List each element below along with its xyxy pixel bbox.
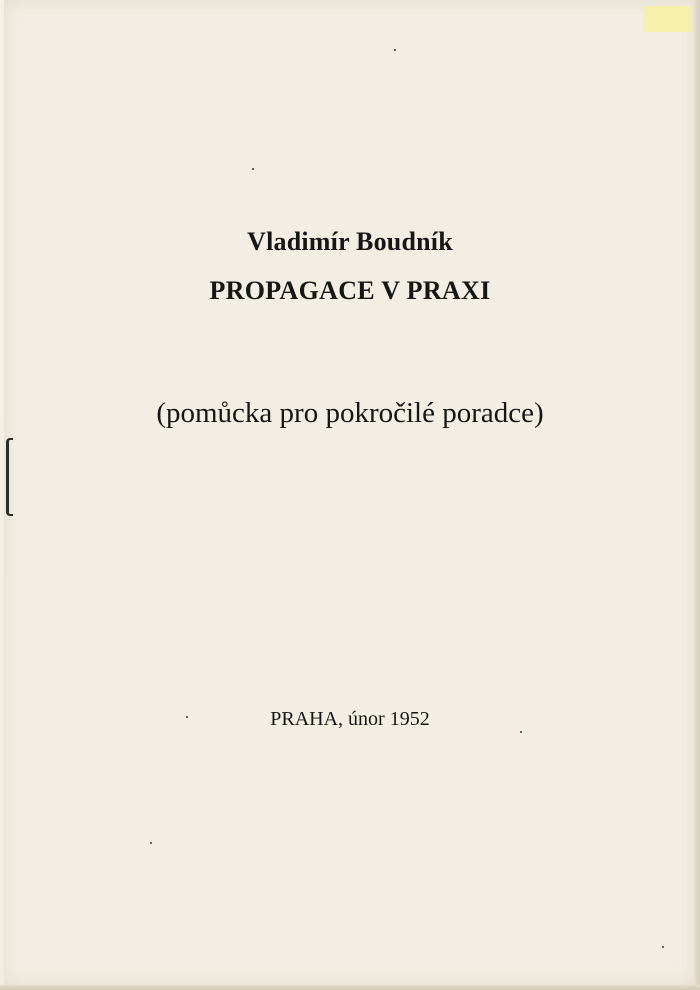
paper-speck: [394, 49, 396, 51]
paper-speck: [150, 842, 152, 844]
page-bottom-edge: [0, 985, 700, 990]
paper-speck: [252, 168, 254, 170]
yellow-sticker: [643, 6, 691, 32]
booklet-subtitle: (pomůcka pro pokročilé poradce): [156, 397, 544, 429]
booklet-title: PROPAGACE V PRAXI: [209, 276, 491, 305]
binding-staple: [6, 438, 13, 516]
paper-speck: [520, 731, 522, 733]
page-right-edge: [694, 0, 700, 990]
cover-paper: [4, 0, 696, 986]
author-name: Vladimír Boudník: [247, 227, 453, 256]
paper-speck: [662, 946, 664, 948]
place-and-date: PRAHA, únor 1952: [270, 708, 430, 730]
